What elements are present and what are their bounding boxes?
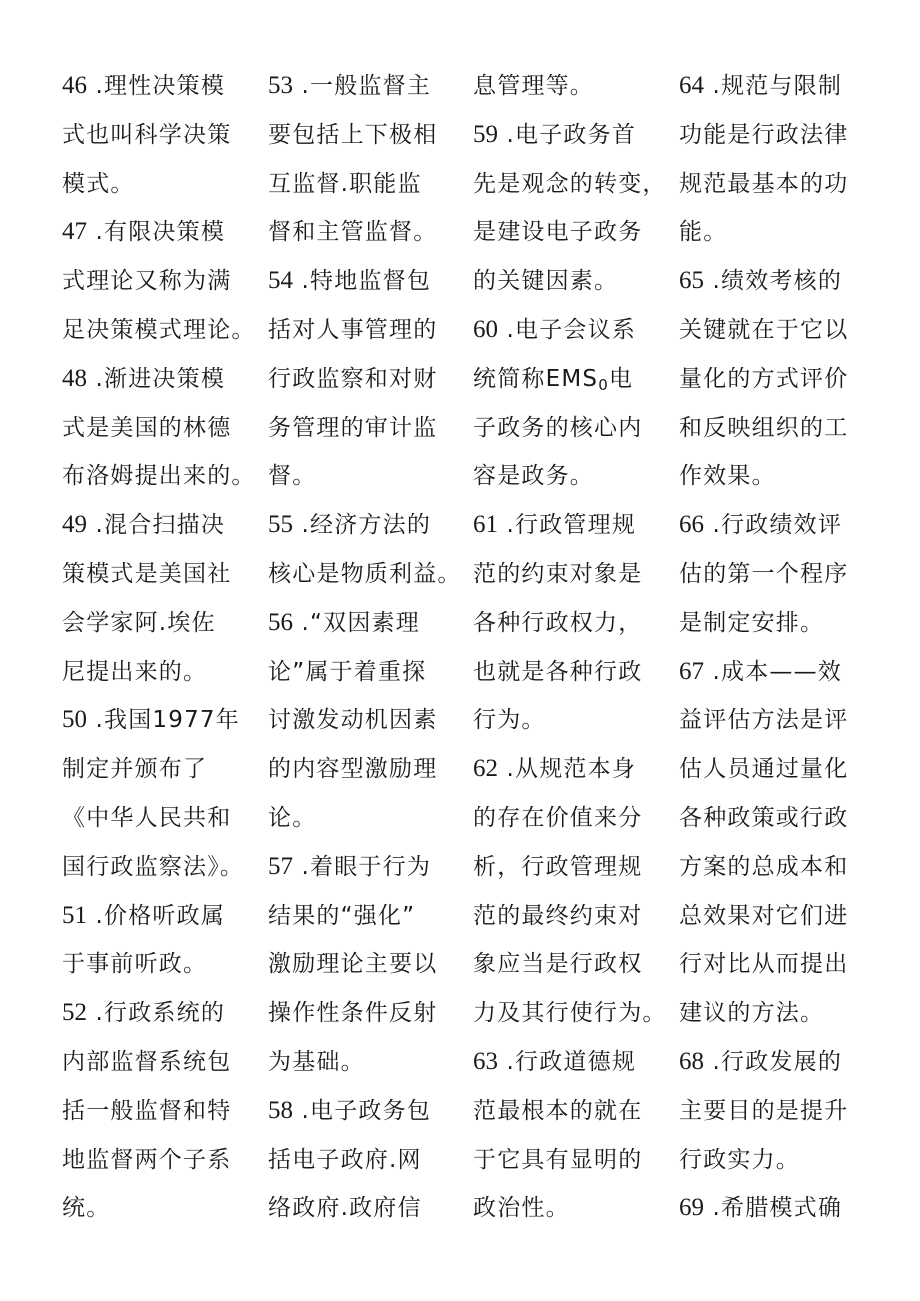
text-line: [268, 843, 468, 892]
item-number: 56: [268, 608, 293, 636]
text-line: [473, 404, 673, 453]
text-line: [62, 794, 262, 843]
line-text: 于事前听政。: [62, 951, 208, 978]
line-text: 作效果。: [679, 463, 776, 490]
line-text: .行政管理规: [498, 512, 637, 539]
line-text: .希腊模式确: [704, 1195, 843, 1222]
line-text: 统简称EMS: [473, 365, 599, 392]
text-line: [62, 648, 262, 697]
text-line: [473, 208, 673, 257]
text-line: [62, 404, 262, 453]
text-line: [473, 892, 673, 941]
item-number: 58: [268, 1096, 293, 1124]
text-line: [679, 62, 879, 111]
text-line: [62, 1184, 262, 1233]
line-text: 功能是行政法律: [679, 121, 849, 148]
line-text: 式理论又称为满: [62, 268, 232, 295]
text-line: [679, 892, 879, 941]
line-text: 模式。: [62, 170, 135, 197]
text-line: [268, 306, 468, 355]
line-text: 估人员通过量化: [679, 756, 849, 783]
text-line: [473, 257, 673, 306]
line-text: 的内容型激励理: [268, 756, 438, 783]
text-line: [268, 452, 468, 501]
text-line: [268, 892, 468, 941]
text-line: [473, 306, 673, 355]
line-text: 督和主管监督。: [268, 219, 438, 246]
line-text: 论”属于着重探: [268, 658, 427, 685]
text-line: [268, 745, 468, 794]
line-text-continued: 电: [608, 365, 634, 392]
item-number: 66: [679, 511, 704, 539]
line-text: 析，行政管理规: [473, 853, 643, 880]
text-line: [679, 208, 879, 257]
line-text: 讨激发动机因素: [268, 707, 438, 734]
line-text: .绩效考核的: [704, 268, 843, 295]
text-line: [679, 940, 879, 989]
line-text: 象应当是行政权: [473, 951, 643, 978]
text-line: [473, 599, 673, 648]
text-line: [473, 745, 673, 794]
text-column-4: [679, 62, 879, 1233]
line-text: 子政务的核心内: [473, 414, 643, 441]
text-line: [62, 745, 262, 794]
line-text: .经济方法的: [293, 512, 432, 539]
text-line: [62, 1087, 262, 1136]
line-text: 式是美国的林德: [62, 414, 232, 441]
line-text: 行对比从而提出: [679, 951, 849, 978]
item-number: 69: [679, 1194, 704, 1222]
line-text: 制定并颁布了: [62, 756, 208, 783]
text-line: [679, 1038, 879, 1087]
text-line: [473, 1038, 673, 1087]
text-line: [473, 62, 673, 111]
line-text: 括一般监督和特: [62, 1097, 232, 1124]
line-text: 范的最终约束对: [473, 902, 643, 929]
text-line: [268, 1136, 468, 1185]
text-line: [268, 648, 468, 697]
text-line: [62, 1136, 262, 1185]
text-line: [62, 696, 262, 745]
line-text: 行为。: [473, 707, 546, 734]
line-text: 统。: [62, 1195, 111, 1222]
line-text: .行政系统的: [87, 1000, 226, 1027]
line-text: 为基础。: [268, 1048, 365, 1075]
item-number: 67: [679, 657, 704, 685]
item-number: 48: [62, 364, 87, 392]
text-line: [268, 111, 468, 160]
text-line: [679, 599, 879, 648]
line-text: 先是观念的转变，: [473, 170, 667, 197]
text-line: [62, 843, 262, 892]
line-text: 益评估方法是评: [679, 707, 849, 734]
line-text: 关键就在于它以: [679, 316, 849, 343]
text-line: [62, 306, 262, 355]
line-text: .电子会议系: [498, 316, 637, 343]
line-text: .混合扫描决: [87, 512, 226, 539]
text-line: [268, 696, 468, 745]
text-line: [679, 306, 879, 355]
line-text: .价格听政属: [87, 902, 226, 929]
line-text: 建议的方法。: [679, 1000, 825, 1027]
item-number: 47: [62, 218, 87, 246]
item-number: 51: [62, 901, 87, 929]
line-text: .电子政务首: [498, 121, 637, 148]
item-number: 49: [62, 511, 87, 539]
line-text: 能。: [679, 219, 728, 246]
line-text: .电子政务包: [293, 1097, 432, 1124]
line-text: .理性决策模: [87, 73, 226, 99]
line-text: .行政绩效评: [704, 512, 843, 539]
text-line: [268, 1038, 468, 1087]
item-number: 50: [62, 706, 87, 734]
text-line: [473, 452, 673, 501]
line-text: 核心是物质利益。: [268, 560, 462, 587]
line-text: 尼提出来的。: [62, 658, 208, 685]
text-line: [62, 160, 262, 209]
text-line: [62, 599, 262, 648]
text-line: [473, 160, 673, 209]
line-text: .“双因素理: [293, 609, 420, 636]
line-text: 和反映组织的工: [679, 414, 849, 441]
text-line: [268, 355, 468, 404]
line-text: 于它具有显明的: [473, 1146, 643, 1173]
text-line: [268, 1087, 468, 1136]
line-text: 括对人事管理的: [268, 316, 438, 343]
line-text: 规范最基本的功: [679, 170, 849, 197]
text-line: [473, 550, 673, 599]
line-text: 主要目的是提升: [679, 1097, 849, 1124]
text-line: [679, 745, 879, 794]
line-text: 结果的“强化”: [268, 902, 416, 929]
text-column-3: [473, 62, 673, 1233]
item-number: 46: [62, 72, 87, 99]
text-line: [473, 501, 673, 550]
item-number: 55: [268, 511, 293, 539]
text-line: [268, 1184, 468, 1233]
line-text: 《中华人民共和: [62, 804, 232, 831]
text-line: [679, 160, 879, 209]
text-line: [268, 62, 468, 111]
text-line: [473, 1136, 673, 1185]
line-text: 国行政监察法》。: [62, 853, 245, 880]
text-line: [268, 160, 468, 209]
text-line: [473, 1087, 673, 1136]
line-text: 足决策模式理论。: [62, 316, 256, 343]
text-line: [679, 257, 879, 306]
line-text: .行政发展的: [704, 1048, 843, 1075]
line-text: 总效果对它们进: [679, 902, 849, 929]
item-number: 64: [679, 72, 704, 99]
line-text: 息管理等。: [473, 73, 594, 99]
text-line: [268, 550, 468, 599]
text-line: [473, 648, 673, 697]
text-line: [679, 111, 879, 160]
line-text: .渐进决策模: [87, 365, 226, 392]
line-text: 各种行政权力，: [473, 609, 643, 636]
line-text: 范的约束对象是: [473, 560, 643, 587]
text-line: [62, 355, 262, 404]
line-text: 激励理论主要以: [268, 951, 438, 978]
line-text: 是建设电子政务: [473, 219, 643, 246]
text-line: [679, 648, 879, 697]
line-text: .特地监督包: [293, 268, 432, 295]
text-line: [473, 111, 673, 160]
text-line: [679, 843, 879, 892]
line-text: .成本——效: [704, 658, 843, 685]
line-text: 地监督两个子系: [62, 1146, 232, 1173]
text-line: [62, 452, 262, 501]
line-text: 式也叫科学决策: [62, 121, 232, 148]
line-text: 督。: [268, 463, 317, 490]
line-text: 布洛姆提出来的。: [62, 463, 256, 490]
text-line: [62, 989, 262, 1038]
text-line: [473, 696, 673, 745]
text-line: [679, 1136, 879, 1185]
line-text: 的存在价值来分: [473, 804, 643, 831]
line-text: 范最根本的就在: [473, 1097, 643, 1124]
text-line: [268, 208, 468, 257]
text-line: [62, 550, 262, 599]
item-number: 57: [268, 852, 293, 880]
text-line: [268, 989, 468, 1038]
text-line: [679, 989, 879, 1038]
line-text: 是制定安排。: [679, 609, 825, 636]
line-text: 容是政务。: [473, 463, 594, 490]
text-line: [679, 355, 879, 404]
line-text: .着眼于行为: [293, 853, 432, 880]
line-text: 各种政策或行政: [679, 804, 849, 831]
text-line: [268, 794, 468, 843]
line-text: 力及其行使行为。: [473, 1000, 667, 1027]
text-line: [473, 794, 673, 843]
line-text: .从规范本身: [498, 756, 637, 783]
text-line: [62, 501, 262, 550]
item-number: 63: [473, 1047, 498, 1075]
line-text: 内部监督系统包: [62, 1048, 232, 1075]
text-line: [473, 989, 673, 1038]
text-line: [62, 940, 262, 989]
line-text: .行政道德规: [498, 1048, 637, 1075]
line-text: 互监督.职能监: [268, 170, 422, 197]
text-line: [679, 550, 879, 599]
item-number: 53: [268, 72, 293, 99]
line-text: 也就是各种行政: [473, 658, 643, 685]
item-number: 61: [473, 511, 498, 539]
text-line: [62, 62, 262, 111]
item-number: 52: [62, 999, 87, 1027]
item-number: 59: [473, 120, 498, 148]
text-line: [679, 501, 879, 550]
text-line: [679, 1184, 879, 1233]
line-text: 络政府.政府信: [268, 1195, 422, 1222]
text-line: [268, 404, 468, 453]
text-line: [268, 599, 468, 648]
line-text: .我国1977年: [87, 707, 240, 734]
line-text: 行政实力。: [679, 1146, 800, 1173]
item-number: 68: [679, 1047, 704, 1075]
text-line: [268, 257, 468, 306]
text-line: [62, 111, 262, 160]
text-line: [62, 208, 262, 257]
text-line: [268, 940, 468, 989]
line-text: 的关键因素。: [473, 268, 619, 295]
line-text: 论。: [268, 804, 317, 831]
line-text: 行政监察和对财: [268, 365, 438, 392]
line-text: .有限决策模: [87, 219, 226, 246]
text-line: [473, 843, 673, 892]
line-text: 务管理的审计监: [268, 414, 438, 441]
text-column-2: [268, 62, 468, 1233]
line-text: .一般监督主: [293, 73, 432, 99]
text-line: [679, 696, 879, 745]
text-line: [62, 257, 262, 306]
text-line: [62, 892, 262, 941]
line-text: 策模式是美国社: [62, 560, 232, 587]
item-number: 62: [473, 755, 498, 783]
line-text: .规范与限制: [704, 73, 843, 99]
text-line: [679, 794, 879, 843]
text-column-1: [62, 62, 262, 1233]
item-number: 54: [268, 267, 293, 295]
line-text: 操作性条件反射: [268, 1000, 438, 1027]
text-line: [679, 404, 879, 453]
line-text: 要包括上下极相: [268, 121, 438, 148]
item-number: 60: [473, 315, 498, 343]
text-line: [679, 452, 879, 501]
item-number: 65: [679, 267, 704, 295]
text-line: [268, 501, 468, 550]
text-line: [473, 940, 673, 989]
text-line: [679, 1087, 879, 1136]
line-text: 方案的总成本和: [679, 853, 849, 880]
line-text: 会学家阿.埃佐: [62, 609, 216, 636]
text-line: [473, 355, 673, 404]
line-text: 量化的方式评价: [679, 365, 849, 392]
text-line: [62, 1038, 262, 1087]
subscript-text: 0: [598, 375, 609, 394]
line-text: 估的第一个程序: [679, 560, 849, 587]
line-text: 括电子政府.网: [268, 1146, 422, 1173]
line-text: 政治性。: [473, 1195, 570, 1222]
text-line: [473, 1184, 673, 1233]
